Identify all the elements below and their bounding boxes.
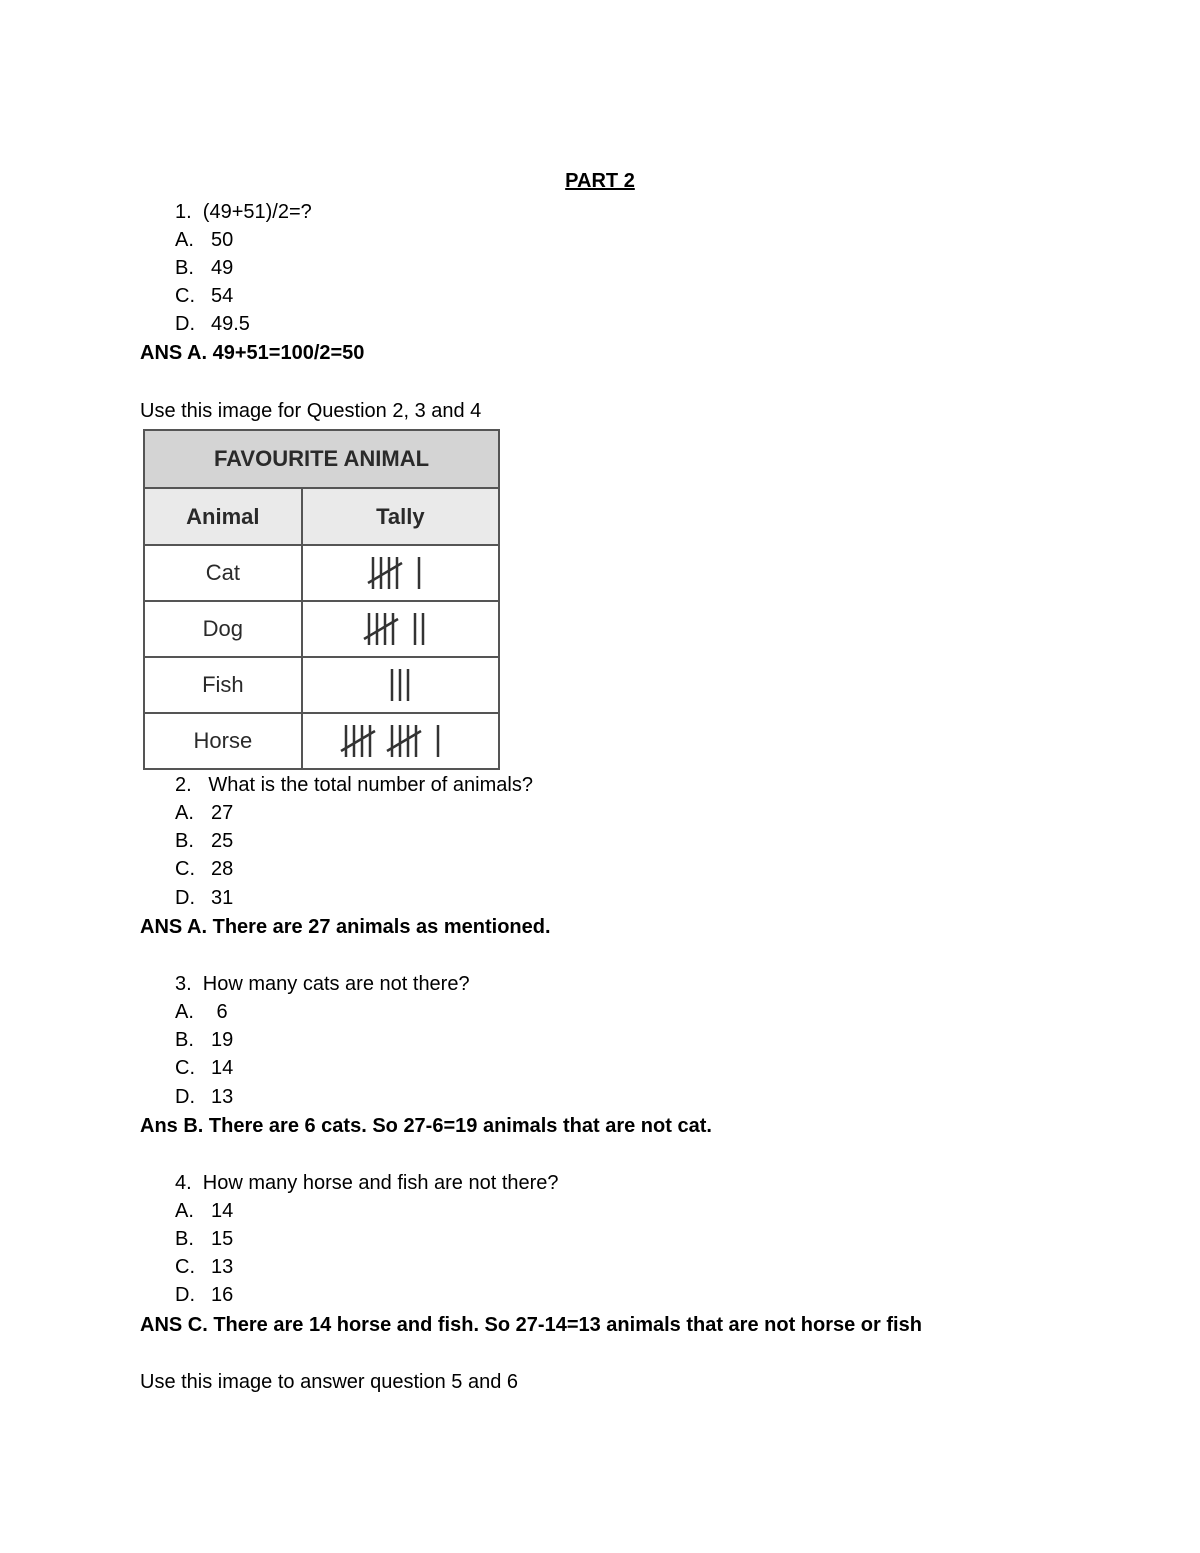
option-label: D. bbox=[175, 887, 195, 909]
animal-cell: Cat bbox=[144, 545, 302, 601]
tally-marks bbox=[325, 609, 475, 649]
option-label: A. bbox=[175, 1200, 194, 1222]
option-label: C. bbox=[175, 285, 195, 307]
option-label: B. bbox=[175, 1228, 194, 1250]
table-row bbox=[144, 657, 499, 713]
q3-option-c bbox=[175, 1054, 233, 1082]
question-1: 1. (49+51)/2=? bbox=[175, 201, 312, 223]
q2-option-b bbox=[175, 827, 233, 855]
favourite-animal-table bbox=[143, 429, 500, 770]
q3-option-d bbox=[175, 1083, 233, 1111]
option-label: B. bbox=[175, 1029, 194, 1051]
column-header-animal: Animal bbox=[144, 488, 302, 545]
q2-option-a bbox=[175, 799, 233, 827]
option-text: 6 bbox=[211, 1001, 228, 1023]
tally-cell bbox=[302, 713, 499, 769]
option-text: 27 bbox=[211, 802, 234, 824]
option-label: D. bbox=[175, 1284, 195, 1306]
tally-cell bbox=[302, 601, 499, 657]
q4-option-b bbox=[175, 1225, 233, 1253]
q1-option-a bbox=[175, 226, 233, 254]
image-intro-2: Use this image to answer question 5 and 6 bbox=[140, 1371, 518, 1393]
animal-cell: Fish bbox=[144, 657, 302, 713]
animal-cell: Horse bbox=[144, 713, 302, 769]
q3-answer: Ans B. There are 6 cats. So 27-6=19 animals that are not cat. bbox=[140, 1115, 712, 1137]
q3-option-b bbox=[175, 1026, 233, 1054]
option-label: B. bbox=[175, 257, 194, 279]
q1-option-b bbox=[175, 254, 233, 282]
option-label: D. bbox=[175, 1086, 195, 1108]
option-text: 49 bbox=[211, 257, 234, 279]
table-title: FAVOURITE ANIMAL bbox=[144, 430, 499, 488]
question-3: 3. How many cats are not there? bbox=[175, 973, 470, 995]
option-text: 14 bbox=[211, 1200, 234, 1222]
option-text: 15 bbox=[211, 1228, 234, 1250]
q4-option-c bbox=[175, 1253, 233, 1281]
animal-cell: Dog bbox=[144, 601, 302, 657]
option-text: 19 bbox=[211, 1029, 234, 1051]
option-text: 14 bbox=[211, 1057, 234, 1079]
page-title: PART 2 bbox=[565, 170, 635, 192]
option-label: C. bbox=[175, 858, 195, 880]
option-text: 13 bbox=[211, 1256, 234, 1278]
option-text: 16 bbox=[211, 1284, 234, 1306]
option-text: 54 bbox=[211, 285, 234, 307]
table-row bbox=[144, 601, 499, 657]
option-text: 49.5 bbox=[211, 313, 250, 335]
q4-option-a bbox=[175, 1197, 233, 1225]
option-text: 28 bbox=[211, 858, 234, 880]
option-label: D. bbox=[175, 313, 195, 335]
option-text: 50 bbox=[211, 229, 234, 251]
table-row bbox=[144, 545, 499, 601]
option-text: 31 bbox=[211, 887, 234, 909]
q2-option-d bbox=[175, 884, 233, 912]
q2-option-c bbox=[175, 855, 233, 883]
tally-cell bbox=[302, 545, 499, 601]
option-label: A. bbox=[175, 802, 194, 824]
question-4: 4. How many horse and fish are not there? bbox=[175, 1172, 559, 1194]
q4-option-d bbox=[175, 1281, 233, 1309]
tally-marks bbox=[325, 665, 475, 705]
option-label: C. bbox=[175, 1057, 195, 1079]
tally-cell bbox=[302, 657, 499, 713]
column-header-tally: Tally bbox=[302, 488, 499, 545]
option-text: 25 bbox=[211, 830, 234, 852]
option-text: 13 bbox=[211, 1086, 234, 1108]
tally-marks bbox=[325, 553, 475, 593]
option-label: A. bbox=[175, 229, 194, 251]
q1-option-d bbox=[175, 310, 250, 338]
q1-answer: ANS A. 49+51=100/2=50 bbox=[140, 342, 365, 364]
q3-option-a bbox=[175, 998, 228, 1026]
table-row bbox=[144, 713, 499, 769]
option-label: B. bbox=[175, 830, 194, 852]
tally-marks bbox=[325, 721, 475, 761]
option-label: A. bbox=[175, 1001, 194, 1023]
question-2: 2. What is the total number of animals? bbox=[175, 774, 533, 796]
q1-option-c bbox=[175, 282, 233, 310]
q4-answer: ANS C. There are 14 horse and fish. So 27-14=13 animals that are not horse or fish bbox=[140, 1314, 922, 1336]
q2-answer: ANS A. There are 27 animals as mentioned. bbox=[140, 916, 551, 938]
option-label: C. bbox=[175, 1256, 195, 1278]
image-intro-1: Use this image for Question 2, 3 and 4 bbox=[140, 400, 482, 422]
